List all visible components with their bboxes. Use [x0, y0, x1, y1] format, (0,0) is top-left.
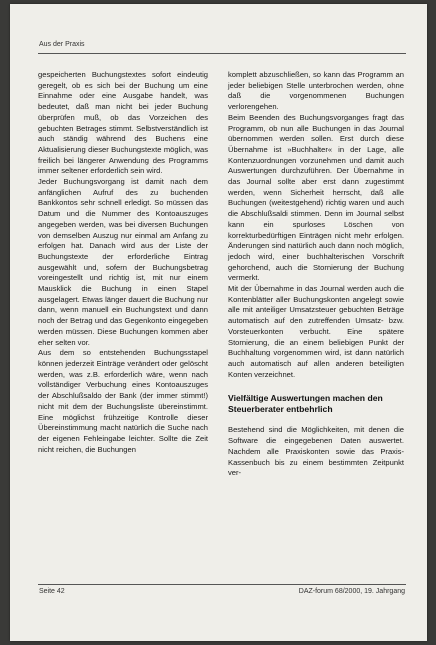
document-page	[10, 4, 427, 641]
header-rule	[38, 53, 406, 54]
paragraph: komplett abzuschließen, so kann das Programm an jeder beliebigen Stelle unterbrochen werden, ohne daß die vorgenommenen Buchungen verlorengehen.	[228, 70, 404, 112]
running-header: Aus der Praxis	[39, 41, 85, 48]
paragraph: Mit der Übernahme in das Journal werden auch die Kontenblätter aller Buchungskonten angelegt sowie alle mit anteiliger Umsatzsteuer gebuchten Beträge automatisch auf den zutreffenden Umsatz- bzw. Vorsteuerkonten verbucht. Eine spätere Stornierung, die an einem beliebigen Punkt der Buchhaltung vorgenommen wird, ist dann natürlich auch automatisch auf allen anderen beteiligten Konten verzeichnet.	[228, 284, 404, 379]
left-column	[38, 70, 208, 455]
paragraph: Jeder Buchungsvorgang ist damit nach dem anfänglichen Aufruf des zu buchenden Bankkontos sehr schnell erledigt. So müssen das Datum und die Nummer des Kontoauszuges angegeben werden, was bei diversen Buchungen von demselben Auszug nur einmal am Anfang zu erfolgen hat. Danach wird aus der Liste der Buchungstexte der erforderliche Eintrag ausgewählt und, sofern der Buchungsbetrag voreingestellt und richtig ist, mit nur einem Mausklick die Buchung in einen Stapel ausgelagert. Etwas länger dauert die Buchung nur dann, wenn manuell ein Buchungstext und dann noch der Betrag und das Gegenkonto eingegeben werden müssen. Diese Buchungen kommen aber eher selten vor.	[38, 177, 208, 347]
right-column	[228, 70, 404, 479]
footer-rule	[38, 584, 406, 585]
paragraph: gespeicherten Buchungstextes sofort eindeutig geregelt, ob es sich bei der Buchung um eine Einnahme oder eine Ausgabe handelt, was bedeutet, daß man nicht bei jeder Buchung überprüfen muß, ob das Vorzeichen des gebuchten Betrages stimmt. Selbstverständlich ist auch ständig während des Buchens eine Aktualisierung dieser Buchungstexte möglich, was freilich bei längerer Anwendung des Programms immer seltener erforderlich sein wird.	[38, 70, 208, 176]
paragraph: Aus dem so entstehenden Buchungsstapel können jederzeit Einträge verändert oder gelöscht werden, was z.B. erforderlich wäre, wenn nach vollständiger Verbuchung eines Kontoauszuges der Abschlußsaldo der Bank (der immer stimmt!) nicht mit dem der Buchungsliste übereinstimmt. Eine möglichst frühzeitige Kontrolle dieser Übereinstimmung macht natürlich die Suche nach der eigenen Fehleingabe leichter. Sollte die Zeit nicht reichen, die Buchungen	[38, 348, 208, 454]
paragraph: Bestehend sind die Möglichkeiten, mit denen die Software die eingegebenen Daten auswertet. Nachdem alle Praxiskonten sowie das Praxis-Kassenbuch bis zu einem bestimmten Zeitpunkt ver-	[228, 425, 404, 478]
publication-info: DAZ-forum 68/2000, 19. Jahrgang	[298, 588, 405, 595]
section-heading: Vielfältige Auswertungen machen den Steuerberater entbehrlich	[228, 393, 383, 415]
paragraph: Beim Beenden des Buchungsvorganges fragt das Programm, ob nun alle Buchungen in das Journal übernommen werden sollen. Erst durch diese Übernahme ist »Buchhalter« in der Lage, alle Kontenzuordnungen vorzunehmen und damit auch Auswertungen durchzuführen. Der Übernahme in das Journal sollte aber erst dann zugestimmt werden, wenn Sicherheit herrscht, daß alle Buchungen (weitestgehend) richtig waren und auch die Abschlußsaldi stimmen. Denn im Journal selbst kann ein spurloses Löschen von korrekturbedürftigen Einträgen nicht mehr erfolgen. Änderungen sind natürlich auch dann noch möglich, jedoch wird, einer buchhalterischen Vorschrift gehorchend, auch die Stornierung der Buchung vermerkt.	[228, 112, 404, 283]
page-number: Seite 42	[39, 588, 65, 595]
